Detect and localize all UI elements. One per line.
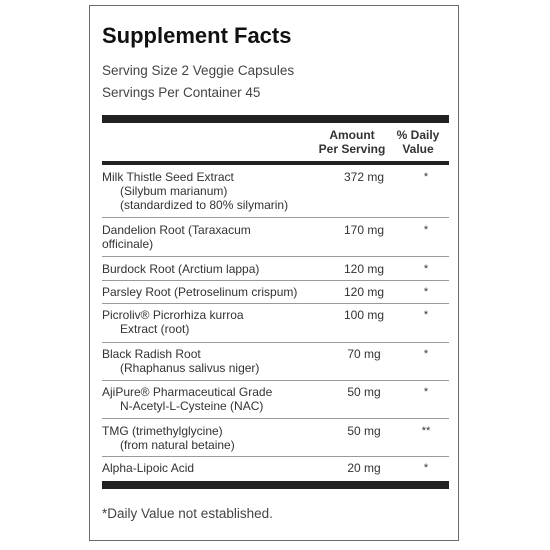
- ingredient-name: [102, 461, 322, 475]
- ingredient-line2: (Rhaphanus salivus niger): [120, 361, 260, 375]
- dv-header-line1: % Daily: [396, 128, 440, 142]
- ingredient-name: [102, 223, 322, 251]
- amount-value: 70 mg: [347, 347, 381, 361]
- ingredient-line1: Burdock Root (Arctium lappa): [102, 262, 260, 276]
- ingredient-name: [102, 424, 322, 452]
- ingredient-line1: Alpha-Lipoic Acid: [102, 461, 195, 475]
- top-thick-rule: [102, 115, 449, 123]
- daily-value: *: [423, 462, 429, 474]
- amount-value: 20 mg: [347, 461, 381, 475]
- daily-value: *: [423, 386, 429, 398]
- panel-title: Supplement Facts: [102, 23, 292, 48]
- amount-header-line1: Amount: [329, 128, 375, 142]
- amount-value: 120 mg: [343, 285, 385, 299]
- amount-value: 120 mg: [343, 262, 385, 276]
- ingredient-line1: TMG (trimethylglycine): [102, 424, 223, 438]
- ingredient-line1: Parsley Root (Petroselinum crispum): [102, 285, 298, 299]
- ingredient-name: [102, 347, 322, 375]
- amount-value: 100 mg: [343, 308, 385, 322]
- footnote: *Daily Value not established.: [102, 506, 273, 521]
- ingredient-line2: N-Acetyl-L-Cysteine (NAC): [120, 399, 264, 413]
- row-divider: [102, 418, 449, 419]
- header-rule: [102, 161, 449, 165]
- ingredient-name: [102, 385, 322, 413]
- servings-per-container: Servings Per Container 45: [102, 85, 261, 100]
- daily-value: *: [423, 171, 429, 183]
- amount-value: 372 mg: [343, 170, 385, 184]
- ingredient-line2: (Silybum marianum): [120, 184, 228, 198]
- daily-value: *: [423, 348, 429, 360]
- ingredient-line2: Extract (root): [120, 322, 190, 336]
- ingredient-line1: Picroliv® Picrorhiza kurroa: [102, 308, 244, 322]
- ingredient-line1: AjiPure® Pharmaceutical Grade: [102, 385, 273, 399]
- ingredient-name: [102, 285, 322, 299]
- amount-value: 50 mg: [347, 424, 381, 438]
- amount-value: 170 mg: [343, 223, 385, 237]
- row-divider: [102, 280, 449, 281]
- daily-value: *: [423, 224, 429, 236]
- row-divider: [102, 342, 449, 343]
- daily-value: **: [421, 425, 431, 437]
- ingredient-line1: Milk Thistle Seed Extract: [102, 170, 234, 184]
- row-divider: [102, 217, 449, 218]
- ingredient-line2: officinale): [102, 237, 154, 251]
- serving-size: Serving Size 2 Veggie Capsules: [102, 63, 295, 78]
- daily-value: *: [423, 263, 429, 275]
- ingredient-line3: (standardized to 80% silymarin): [120, 198, 289, 212]
- daily-value: *: [423, 286, 429, 298]
- row-divider: [102, 256, 449, 257]
- ingredient-name: [102, 262, 322, 276]
- amount-header-line2: Per Serving: [318, 142, 386, 156]
- row-divider: [102, 456, 449, 457]
- ingredient-name: [102, 308, 322, 336]
- row-divider: [102, 380, 449, 381]
- daily-value: *: [423, 309, 429, 321]
- daily-value-header: [390, 128, 446, 156]
- dv-header-line2: Value: [402, 142, 434, 156]
- supplement-facts-panel: [89, 5, 459, 541]
- ingredient-name: [102, 170, 322, 212]
- amount-header: [312, 128, 392, 156]
- amount-value: 50 mg: [347, 385, 381, 399]
- ingredient-line2: (from natural betaine): [120, 438, 235, 452]
- ingredient-line1: Dandelion Root (Taraxacum: [102, 223, 251, 237]
- row-divider: [102, 303, 449, 304]
- ingredient-line1: Black Radish Root: [102, 347, 201, 361]
- bottom-thick-rule: [102, 481, 449, 489]
